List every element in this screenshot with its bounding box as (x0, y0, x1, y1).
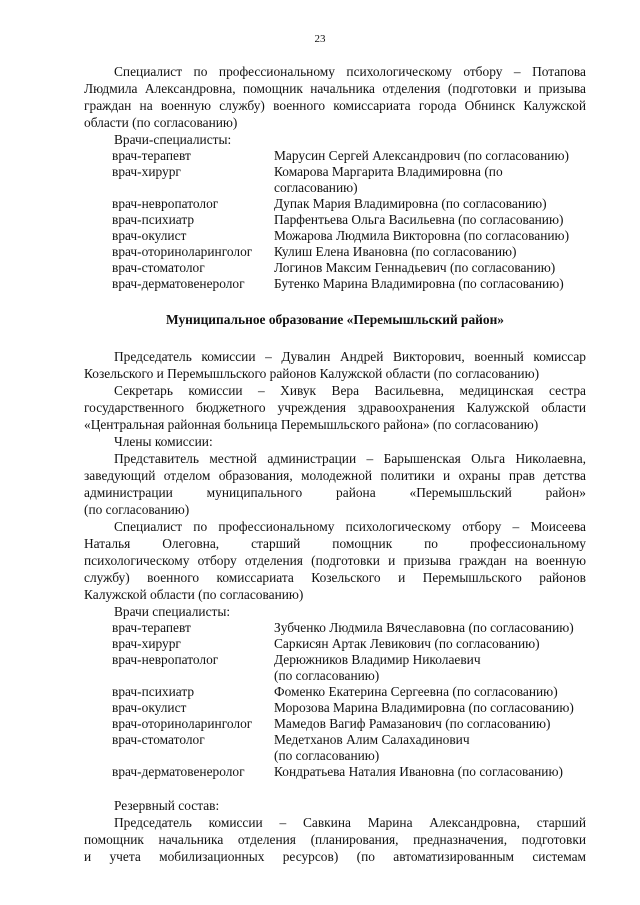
text-line: Наталья Олеговна, старший помощник по профессиональному (84, 536, 586, 551)
doctor-role: врач-хирург (112, 164, 181, 179)
doctor-role: врач-окулист (112, 700, 187, 715)
doctor-role: врач-оториноларинголог (112, 244, 253, 259)
text-line: Специалист по профессиональному психологическому отбору – Потапова (114, 64, 586, 79)
doctor-role: врач-терапевт (112, 620, 191, 635)
text-line: службу) военного комиссариата Козельского и Перемышльского районов (84, 570, 586, 585)
doctor-row (84, 620, 586, 636)
doctor-name: Фоменко Екатерина Сергеевна (по согласованию) (274, 684, 558, 699)
doctor-row (84, 196, 586, 212)
text-line: Козельского и Перемышльского районов Калужской области (по согласованию) (84, 366, 540, 381)
chairman-paragraph (84, 348, 586, 382)
admin-paragraph (84, 450, 586, 518)
text-line: и учета мобилизационных ресурсов) (по автоматизированным системам (84, 849, 586, 864)
doctor-row (84, 716, 586, 732)
reserve-label: Резервный состав: (114, 798, 220, 813)
text-line: (по согласованию) (84, 502, 190, 517)
doctors-label: Врачи специалисты: (114, 604, 231, 619)
reserve-chairman-paragraph (84, 814, 586, 865)
doctor-name: Морозова Марина Владимировна (по согласованию) (274, 700, 574, 715)
text-line: области (по согласованию) (84, 115, 238, 130)
doctor-role: врач-терапевт (112, 148, 191, 163)
doctor-name: Комарова Маргарита Владимировна (по согласованию) (274, 164, 503, 195)
specialist-paragraph-obninsk (84, 63, 586, 131)
text-line: помощник начальника отделения (планирования, предназначения, подготовки (84, 832, 586, 847)
text-line: граждан на военную службу) военного комиссариата города Обнинск Калужской (84, 98, 586, 113)
text-line: государственного бюджетного учреждения здравоохранения Калужской области (84, 400, 586, 415)
text-line: Секретарь комиссии – Хивук Вера Васильевна, медицинская сестра (114, 383, 586, 398)
section-heading: Муниципальное образование «Перемышльский район» (165, 312, 504, 327)
text-line: Председатель комиссии – Савкина Марина Александровна, старший (114, 815, 586, 830)
doctor-role: врач-психиатр (112, 212, 195, 227)
document-body (84, 63, 586, 865)
text-line: администрации муниципального района «Перемышльский район» (84, 485, 586, 500)
doctor-name: Марусин Сергей Александрович (по согласованию) (274, 148, 569, 163)
doctor-row (84, 164, 586, 196)
text-line: психологическому отбору отделения (подготовки и призыва граждан на военную (84, 553, 586, 568)
secretary-paragraph (84, 382, 586, 433)
doctor-name: Логинов Максим Геннадьевич (по согласованию) (274, 260, 556, 275)
page-number: 23 (314, 33, 326, 45)
doctor-name-line: (по согласованию) (274, 668, 380, 683)
doctor-name (274, 652, 586, 684)
members-label: Члены комиссии: (114, 434, 213, 449)
doctor-row (84, 260, 586, 276)
text-line: Специалист по профессиональному психологическому отбору – Моисеева (114, 519, 586, 534)
doctor-name: Зубченко Людмила Вячеславовна (по согласованию) (274, 620, 574, 635)
doctors-label: Врачи-специалисты: (114, 132, 232, 147)
doctor-name (274, 732, 586, 764)
doctor-row (84, 732, 586, 764)
doctor-name: Парфентьева Ольга Васильевна (по согласованию) (274, 212, 564, 227)
doctor-role: врач-хирург (112, 636, 181, 651)
text-line: Калужской области (по согласованию) (84, 587, 304, 602)
doctor-name: Кулиш Елена Ивановна (по согласованию) (274, 244, 517, 259)
doctor-row (84, 228, 586, 244)
doctors-list-obninsk (84, 148, 586, 292)
doctor-role: врач-невропатолог (112, 652, 219, 667)
doctor-row (84, 244, 586, 260)
doctor-row (84, 684, 586, 700)
doctor-role: врач-окулист (112, 228, 187, 243)
doctor-row (84, 212, 586, 228)
doctor-row (84, 276, 586, 292)
doctor-name-line: Дерюжников Владимир Николаевич (274, 652, 481, 667)
doctor-row (84, 148, 586, 164)
doctor-name: Кондратьева Наталия Ивановна (по согласованию) (274, 764, 563, 779)
doctor-name-line: Медетханов Алим Салахадинович (274, 732, 470, 747)
specialist-paragraph-peremyshl (84, 518, 586, 603)
doctor-name: Саркисян Артак Левикович (по согласованию) (274, 636, 540, 651)
doctor-row (84, 652, 586, 684)
doctor-role: врач-дерматовенеролог (112, 276, 245, 291)
doctor-row (84, 764, 586, 780)
doctor-role: врач-стоматолог (112, 732, 205, 747)
doctor-role: врач-дерматовенеролог (112, 764, 245, 779)
doctor-row (84, 700, 586, 716)
doctor-role: врач-стоматолог (112, 260, 205, 275)
doctor-name: Дупак Мария Владимировна (по согласованию) (274, 196, 547, 211)
doctor-role: врач-невропатолог (112, 196, 219, 211)
doctor-name: Мамедов Вагиф Рамазанович (по согласованию) (274, 716, 551, 731)
doctor-name: Бутенко Марина Владимировна (по согласованию) (274, 276, 564, 291)
doctor-row (84, 636, 586, 652)
doctor-role: врач-оториноларинголог (112, 716, 253, 731)
doctor-name: Можарова Людмила Викторовна (по согласованию) (274, 228, 570, 243)
text-line: Людмила Александровна, помощник начальника отделения (подготовки и призыва (84, 81, 586, 96)
doctor-role: врач-психиатр (112, 684, 195, 699)
text-line: Представитель местной администрации – Барышенская Ольга Николаевна, (114, 451, 586, 466)
text-line: заведующий отделом образования, молодежной политики и охраны прав детства (84, 468, 586, 483)
text-line: «Центральная районная больница Перемышльского района» (по согласованию) (84, 417, 539, 432)
text-line: Председатель комиссии – Дувалин Андрей Викторович, военный комиссар (114, 349, 586, 364)
doctors-list-peremyshl (84, 620, 586, 780)
doctor-name-line: (по согласованию) (274, 748, 380, 763)
